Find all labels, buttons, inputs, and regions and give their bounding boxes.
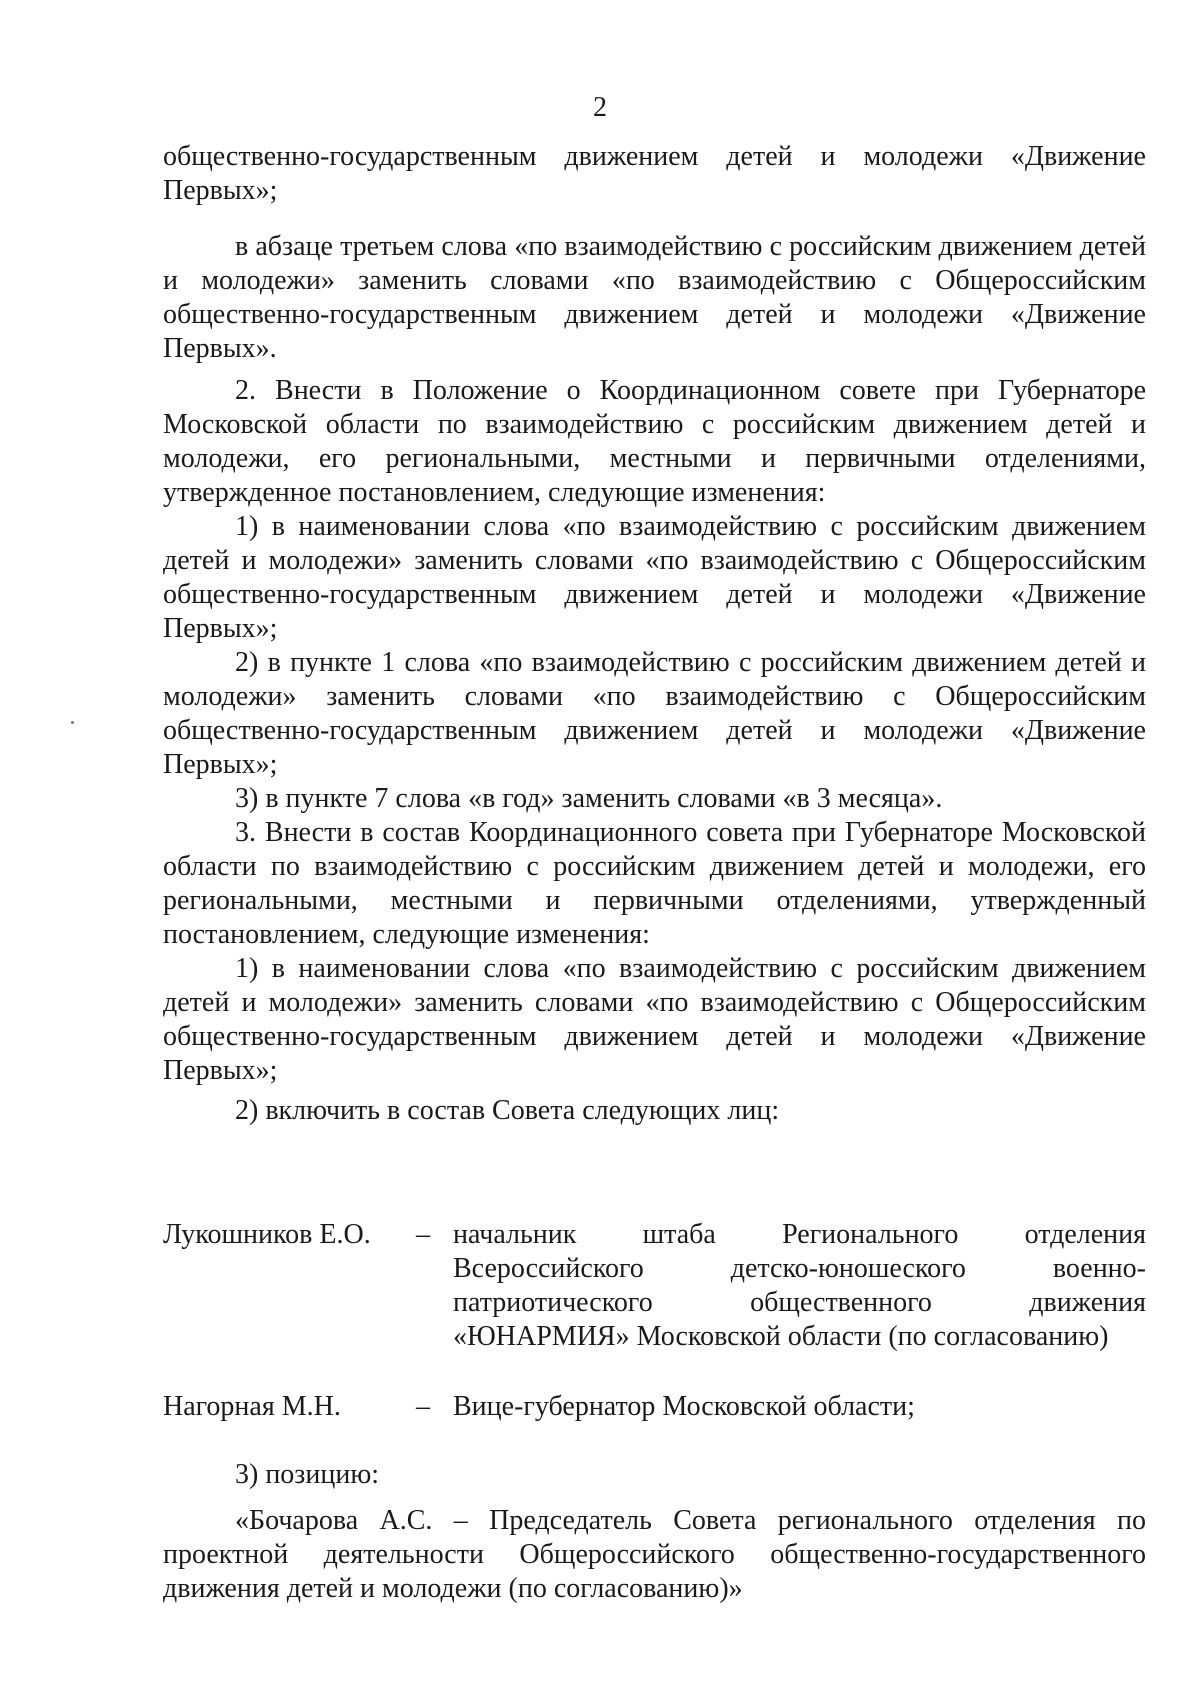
person-role: Вице-губернатор Московской области; [453, 1391, 915, 1422]
page-number: 2 [593, 92, 607, 123]
person-dash: – [416, 1219, 430, 1250]
paragraph-item-3-1: 1) в наименовании слова «по взаимодействию с российским движением детей и молодежи» заменить словами «по взаимодействию с Общероссийским общественно-государственным движением детей и молодежи «Движение Первых»; [163, 953, 1146, 1086]
paragraph-item-2-1: 1) в наименовании слова «по взаимодействию с российским движением детей и молодежи» заменить словами «по взаимодействию с Общероссийским общественно-государственным движением детей и молодежи «Движение Первых»; [163, 511, 1146, 644]
paragraph-item-3-3: 3) позицию: [235, 1459, 380, 1490]
person-dash: – [416, 1391, 430, 1422]
paragraph-abzats-3: в абзаце третьем слова «по взаимодействию с российским движением детей и молодежи» заменить словами «по взаимодействию с Общероссийским общественно-государственным движением детей и молодежи «Движение Первых». [163, 231, 1146, 364]
paragraph-position-quote: «Бочарова А.С. – Председатель Совета регионального отделения по проектной деятельности Общероссийского общественно-государственного движения детей и молодежи (по согласованию)» [163, 1505, 1146, 1604]
paragraph-item-2-2: 2) в пункте 1 слова «по взаимодействию с российским движением детей и молодежи» заменить словами «по взаимодействию с Общероссийским общественно-государственным движением детей и молодежи «Движение Первых»; [163, 647, 1146, 780]
person-name: Лукошников Е.О. [163, 1219, 371, 1250]
paragraph-continuation: общественно-государственным движением детей и молодежи «Движение Первых»; [163, 141, 1146, 206]
paragraph-item-2: 2. Внести в Положение о Координационном совете при Губернаторе Московской области по взаимодействию с российским движением детей и молодежи, его региональными, местными и первичными отделениями, утвержденное постановлением, следующие изменения: [163, 375, 1146, 508]
paragraph-item-3: 3. Внести в состав Координационного совета при Губернаторе Московской области по взаимодействию с российским движением детей и молодежи, его региональными, местными и первичными отделениями, утвержденный постановлением, следующие изменения: [163, 817, 1146, 950]
body-text-bottom [163, 1458, 1146, 1606]
scan-speck [71, 721, 74, 724]
person-role: начальник штаба Регионального отделения Всероссийского детско-юношеского военно-патриотического общественного движения «ЮНАРМИЯ» Московской области (по согласованию) [453, 1219, 1146, 1352]
paragraph-item-3-2: 2) включить в состав Совета следующих лиц: [235, 1095, 780, 1126]
paragraph-item-2-3: 3) в пункте 7 слова «в год» заменить словами «в 3 месяца». [235, 783, 943, 814]
body-text-top [163, 140, 1146, 1128]
person-name: Нагорная М.Н. [163, 1391, 341, 1422]
